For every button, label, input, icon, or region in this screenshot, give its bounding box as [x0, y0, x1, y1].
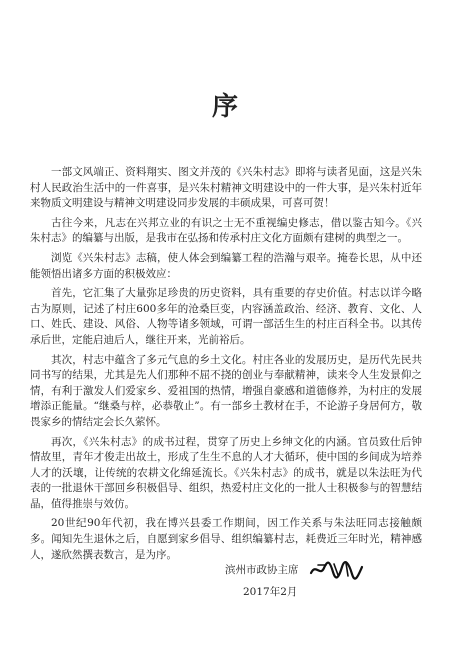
page-title: 序: [211, 92, 238, 122]
handwritten-signature: [308, 559, 364, 581]
paragraph: 其次，村志中蕴含了多元气息的乡土文化。村庄各业的发展历史，是历代先民共同书写的结果，尤其是先人们那种不屈不挠的创业与奉献精神，读来令人生发景仰之情，有利于激发人们爱家乡、爱祖国的热情，增强自豪感和道德修养，为村庄的发展增添正能量。“继桑与梓，必恭敬止”。有一部乡土教材在手，不论游子身居何方，敬畏家乡的情结定会长久萦怀。: [30, 353, 422, 428]
paragraph: 古往今来，凡志在兴邦立业的有识之士无不重视编史修志，借以鉴古知今。《兴朱村志》的编纂与出版，是我市在弘扬和传承村庄文化方面颇有建树的典型之一。: [30, 216, 422, 245]
paragraph: 一部文风端正、资料翔实、图文并茂的《兴朱村志》即将与读者见面，这是兴朱村人民政治生活中的一件喜事，是兴朱村精神文明建设中的一件大事，是兴朱村近年来物质文明建设与精神文明建设同步发展的丰硕成果，可喜可贺！: [30, 166, 422, 210]
signer-title: 滨州市政协主席: [225, 564, 299, 576]
preface-body: [30, 165, 422, 567]
paragraph: 再次，《兴朱村志》的成书过程，贯穿了历史上乡绅文化的内涵。官员致仕后钟情故里，青年才俊走出故土，形成了生生不息的人才大循环，使中国的乡间成为培养人才的沃壤，让传统的农耕文化绵延流长。《兴朱村志》的成书，就是以朱法旺为代表的一批退休干部回乡积极倡导、组织，热爱村庄文化的一批人士积极参与的智慧结晶，值得推崇与效仿。: [30, 435, 422, 510]
paragraph: 20世纪90年代初，我在博兴县委工作期间，因工作关系与朱法旺同志接触颇多。闻知先生退休之后，自愿到家乡倡导、组织编纂村志，耗费近三年时光，精神感人，遂欣然撰表数言，是为序。: [30, 517, 422, 561]
signature-block: [225, 559, 435, 603]
signature-date: 2017年2月: [243, 586, 298, 598]
paragraph: 首先，它汇集了大量弥足珍贵的历史资料，具有重要的存史价值。村志以详今略古为原则，记述了村庄600多年的沧桑巨变，内容涵盖政治、经济、教育、文化、人口、姓氏、建设、风俗、人物等诸多领域，可谓一部活生生的村庄百科全书。以其传承后世，定能启迪后人，继往开来，光前裕后。: [30, 287, 422, 346]
paragraph: 浏览《兴朱村志》志稿，使人体会到编纂工程的浩瀚与艰辛。掩卷长思，从中还能领悟出诸多方面的积极效应：: [30, 251, 422, 280]
